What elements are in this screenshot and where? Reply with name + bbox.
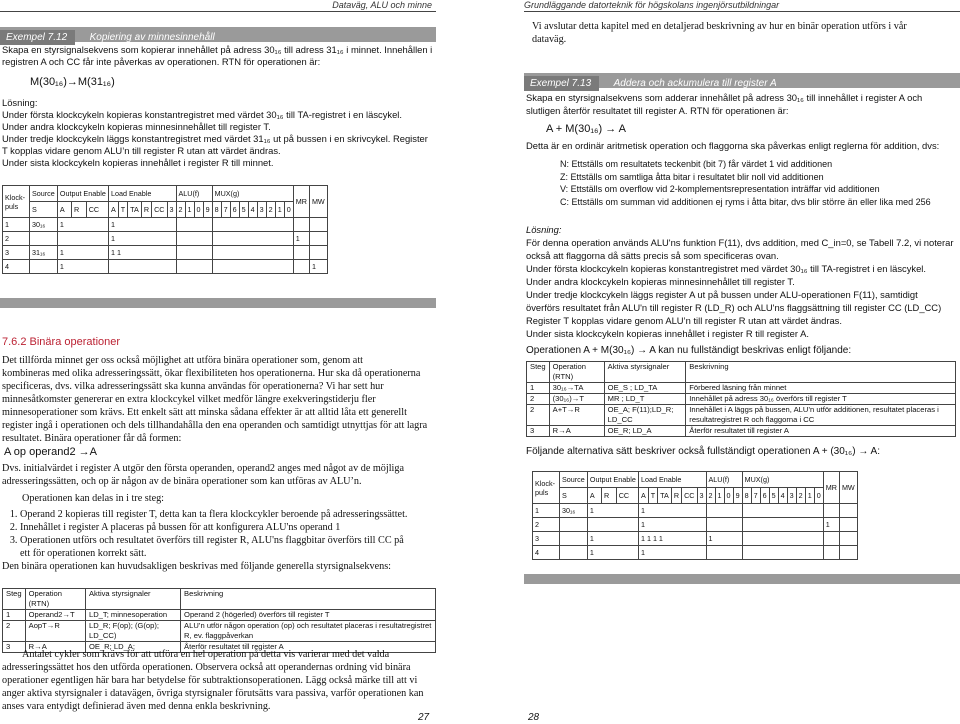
rtn-header-cell: Aktiva styrsignaler bbox=[604, 362, 686, 383]
flag-item: C: Ettställs om summan vid additionen ej ryms i åtta bitar, dvs blir större än eller lika med 256 bbox=[560, 196, 931, 207]
rtn-table bbox=[2, 588, 436, 653]
table-subheader-cell: A bbox=[638, 488, 648, 504]
paragraph-line: anses vara entydigt definierad även med denna enkla beskrivning. bbox=[2, 701, 271, 712]
paragraph-line: Det tillförda minnet ger oss också möjlighet att utföra binära operationer som, genom att bbox=[2, 355, 363, 366]
rtn-cell: Operand 2 (högerled) överförs till register T bbox=[181, 610, 436, 621]
table-subheader-cell: TA bbox=[128, 202, 142, 218]
table-cell: 1 1 bbox=[108, 246, 176, 260]
table-cell bbox=[839, 504, 857, 518]
rtn-header-cell: Beskrivning bbox=[686, 362, 956, 383]
table-header-cell: MR bbox=[823, 472, 839, 504]
table-row bbox=[533, 504, 858, 518]
table-cell: 1 bbox=[108, 232, 176, 246]
followup-line: Följande alternativa sätt beskriver också fullständigt operationen A + (30₁₆) → A: bbox=[526, 446, 880, 457]
table-header-cell: Klock-puls bbox=[3, 186, 30, 218]
solution-line: också att flaggorna då sätts precis så som specificeras ovan. bbox=[526, 250, 779, 261]
rtn-cell: R→A bbox=[549, 426, 604, 437]
rtn-cell: (30₁₆)→T bbox=[549, 394, 604, 405]
table-header-cell: Load Enable bbox=[638, 472, 706, 488]
example-end-bar bbox=[524, 574, 960, 584]
table-subheader-cell: 7 bbox=[221, 202, 230, 218]
paragraph-line: Antalet cykler som krävs för att utföra en hel operation på detta vis varierar med det valda bbox=[22, 649, 390, 660]
table-header-cell: MW bbox=[839, 472, 857, 504]
table-subheader-cell: R bbox=[671, 488, 681, 504]
table-cell bbox=[293, 260, 309, 274]
solution-line: Under första klockcykeln kopieras konstantregistret med värdet 30₁₆ till TA-registret i en läscykel. bbox=[2, 109, 402, 120]
paragraph-line: minnesåtkomster genererar en extra klockcykel vilket medför längre exekveringstiderju fler bbox=[2, 394, 376, 405]
table-cell bbox=[706, 518, 742, 532]
table-cell bbox=[742, 518, 823, 532]
table-subheader-cell: 1 bbox=[185, 202, 194, 218]
solution-label: Lösning: bbox=[2, 97, 38, 108]
rtn-row bbox=[527, 383, 956, 394]
table-subheader-cell: 9 bbox=[733, 488, 742, 504]
rtn-cell: OE_S ; LD_TA bbox=[604, 383, 686, 394]
rtn-cell: ALU’n utför någon operation (op) och resultatet placeras i resultatregistret R, ev. flaggpåverkan bbox=[181, 621, 436, 642]
table-cell: 1 bbox=[638, 518, 706, 532]
table-subheader-cell: 0 bbox=[194, 202, 203, 218]
table-cell bbox=[742, 504, 823, 518]
table-cell bbox=[176, 232, 212, 246]
table-subheader-cell: TA bbox=[658, 488, 672, 504]
table-subheader-cell: 9 bbox=[203, 202, 212, 218]
table-cell: 4 bbox=[533, 546, 560, 560]
table-cell: 1 bbox=[57, 218, 108, 232]
rtn-cell: 2 bbox=[527, 394, 550, 405]
rtn-cell: 3 bbox=[3, 642, 26, 653]
flag-list bbox=[560, 158, 931, 208]
table-subheader-cell: 0 bbox=[284, 202, 293, 218]
step-item: 2. Innehållet i register A placeras på bussen för att konfigurera ALU'ns operand 1 bbox=[20, 521, 436, 534]
table-cell: 30₁₆ bbox=[560, 504, 588, 518]
header-rule bbox=[524, 11, 960, 12]
example-title: Exempel 7.13 bbox=[524, 76, 599, 91]
table-cell bbox=[212, 246, 293, 260]
table-header-row bbox=[533, 472, 858, 488]
paragraph-line: Dvs. initialvärdet i register A utgör den första operanden, operand2 anges med något av de möjliga bbox=[2, 463, 405, 474]
table-cell bbox=[30, 260, 58, 274]
paragraph-line: operationer egentligen här bara har betydelse för subtraktionsoperationen. Lägg också märke till att vi bbox=[2, 675, 418, 686]
rtn-cell: 1 bbox=[527, 383, 550, 394]
table-cell bbox=[706, 504, 742, 518]
paragraph-line: anger aktiva styrsignaler i datavägen, övriga styrsignaler förutsätts vara passiva, varför operationen kan bbox=[2, 688, 424, 699]
table-cell: 1 bbox=[293, 232, 309, 246]
table-subheader-cell: 3 bbox=[167, 202, 176, 218]
table-cell: 1 bbox=[587, 504, 638, 518]
table-cell bbox=[839, 546, 857, 560]
rtn-cell: Återför resultatet till register A bbox=[181, 642, 436, 653]
rtn-cell: 30₁₆→TA bbox=[549, 383, 604, 394]
solution-line: överförs resultatet från ALU'n till register R (LD_R) och ALU'ns flaggsättning till register CC (LD_CC) bbox=[526, 302, 942, 313]
table-cell bbox=[293, 218, 309, 232]
table-subheader-cell: S bbox=[560, 488, 588, 504]
table-subheader-cell: 2 bbox=[706, 488, 715, 504]
rtn-header-cell: Beskrivning bbox=[181, 589, 436, 610]
step-item: 1. Operand 2 kopieras till register T, detta kan ta flera klockcykler beroende på adresseringssättet. bbox=[20, 508, 436, 521]
table-subheader-cell: 3 bbox=[697, 488, 706, 504]
intro-line-1: Skapa en styrsignalsekvens som kopierar innehållet på adress 30₁₆ till adress 31₁₆ i minnet. Innehållen i bbox=[2, 44, 433, 55]
table-subheader-cell: CC bbox=[616, 488, 638, 504]
table-subheader-cell: 0 bbox=[814, 488, 823, 504]
table-row bbox=[3, 260, 328, 274]
table-cell bbox=[30, 232, 58, 246]
solution-line: Under sista klockcykeln kopieras innehållet i register R till minnet. bbox=[2, 157, 274, 168]
table-header-cell: Klock-puls bbox=[533, 472, 560, 504]
example-end-bar bbox=[0, 298, 436, 308]
table-subheader-cell: A bbox=[57, 202, 71, 218]
table-cell: 1 1 1 1 bbox=[638, 532, 706, 546]
table-row bbox=[533, 532, 858, 546]
control-signal-table bbox=[532, 471, 858, 560]
table-header-cell: MUX(g) bbox=[212, 186, 293, 202]
rtn-header-row bbox=[3, 589, 436, 610]
table-subheader-cell: 3 bbox=[787, 488, 796, 504]
table-subheader-cell: 0 bbox=[724, 488, 733, 504]
table-subheader-cell: 4 bbox=[248, 202, 257, 218]
rtn-cell: MR ; LD_T bbox=[604, 394, 686, 405]
page-number: 27 bbox=[418, 712, 430, 723]
solution-line: Under andra klockcykeln kopieras minnesinnehållet till register T. bbox=[526, 276, 795, 287]
description: Detta är en ordinär aritmetisk operation och flaggorna ska påverkas enligt reglerna för addition, dvs: bbox=[526, 140, 940, 151]
table-header-cell: Output Enable bbox=[587, 472, 638, 488]
table-subheader-cell: R bbox=[141, 202, 151, 218]
example-subtitle: Kopiering av minnesinnehåll bbox=[89, 32, 215, 43]
table-subheader-cell: 4 bbox=[778, 488, 787, 504]
section-title: 7.6.2 Binära operationer bbox=[2, 336, 121, 348]
paragraph-line: dataväg. bbox=[532, 34, 567, 45]
table-subheader-cell: 7 bbox=[751, 488, 760, 504]
table-subheader-cell: 1 bbox=[715, 488, 724, 504]
paragraph-line: Vi avslutar detta kapitel med en detaljerad beskrivning av hur en binär operation utförs i vår bbox=[532, 21, 907, 32]
table-header-row bbox=[3, 186, 328, 202]
rtn-row bbox=[527, 394, 956, 405]
rtn-cell: LD_R; F(op); (G(op); LD_CC) bbox=[85, 621, 180, 642]
control-signal-table bbox=[2, 185, 328, 274]
table-subheader-cell: 8 bbox=[212, 202, 221, 218]
right-page bbox=[524, 0, 960, 724]
operation-line: Operationen A + M(30₁₆) → A kan nu fullständigt beskrivas enligt följande: bbox=[526, 345, 852, 356]
table-subheader-cell: A bbox=[587, 488, 601, 504]
flag-item: N: Ettställs om resultatets teckenbit (bit 7) får värdet 1 vid additionen bbox=[560, 159, 833, 169]
rtn-cell: OE_R; LD_A; bbox=[85, 642, 180, 653]
table-subheader-cell: 3 bbox=[257, 202, 266, 218]
paragraph-line: minnesoperationer som krävs. Ett enkelt sätt att minska sådana effekter är att alltid låta ett generellt bbox=[2, 407, 407, 418]
rtn-row bbox=[527, 405, 956, 426]
solution-line: T kopplas vidare genom ALU’n till register R utan att värdet ändras. bbox=[2, 145, 281, 156]
table-cell: 1 bbox=[533, 504, 560, 518]
table-cell bbox=[176, 246, 212, 260]
table-cell bbox=[212, 218, 293, 232]
table-row bbox=[533, 518, 858, 532]
table-subheader-cell: T bbox=[118, 202, 127, 218]
example-banner bbox=[0, 27, 436, 42]
table-subheader-cell: CC bbox=[682, 488, 697, 504]
paragraph-line: resultatet. Binära operationer får då formen: bbox=[2, 433, 182, 444]
table-subheader-row bbox=[533, 488, 858, 504]
table-subheader-cell: T bbox=[648, 488, 657, 504]
table-header-cell: Source bbox=[560, 472, 588, 488]
rtn-table bbox=[526, 361, 956, 437]
intro-line-2: registren A och CC får inte påverkas av operationen. RTN för operationen är: bbox=[2, 56, 321, 67]
example-banner bbox=[524, 73, 960, 88]
rtn-cell: Operand2→T bbox=[25, 610, 85, 621]
table-cell bbox=[309, 218, 327, 232]
table-cell: 1 bbox=[587, 546, 638, 560]
rtn-cell: 1 bbox=[3, 610, 26, 621]
solution-line: Under tredje klockcykeln läggs register A ut på bussen under ALU-operationen F(11), samtidigt bbox=[526, 289, 918, 300]
rtn-cell: 3 bbox=[527, 426, 550, 437]
solution-line: Under första klockcykeln kopieras konstantregistret med värdet 30₁₆ till TA-registret i en läscykel. bbox=[526, 263, 926, 274]
running-header: Dataväg, ALU och minne bbox=[332, 0, 432, 10]
paragraph-line: adresseringssätten, och op är någon av de binära operationer som kan utföras av ALU’n. bbox=[2, 476, 362, 487]
step-text: Operationen utförs och resultatet överförs till register R, ALU'ns flaggbitar överförs till CC på bbox=[20, 535, 404, 546]
table-cell: 1 bbox=[108, 218, 176, 232]
rtn-cell: A+T→R bbox=[549, 405, 604, 426]
table-cell bbox=[57, 232, 108, 246]
table-row bbox=[3, 218, 328, 232]
table-cell: 1 bbox=[57, 246, 108, 260]
table-row bbox=[533, 546, 858, 560]
table-cell bbox=[560, 532, 588, 546]
table-subheader-cell: 2 bbox=[176, 202, 185, 218]
table-header-cell: Load Enable bbox=[108, 186, 176, 202]
table-cell: 31₁₆ bbox=[30, 246, 58, 260]
formula: M(30₁₆)→M(31₁₆) bbox=[30, 76, 115, 88]
rtn-cell: Innehållet i A läggs på bussen, ALU’n utför additionen, resultatet placeras i resultatregistret R och flaggorna i CC bbox=[686, 405, 956, 426]
paragraph-line: Den binära operationen kan huvudsakligen beskrivas med följande generella styrsignalsekvens: bbox=[2, 561, 391, 572]
rtn-cell: OE_R; LD_A bbox=[604, 426, 686, 437]
rtn-header-cell: Aktiva styrsignaler bbox=[85, 589, 180, 610]
rtn-row bbox=[527, 426, 956, 437]
table-header-cell: Output Enable bbox=[57, 186, 108, 202]
table-cell: 3 bbox=[533, 532, 560, 546]
rtn-header-row bbox=[527, 362, 956, 383]
table-cell bbox=[560, 546, 588, 560]
table-cell bbox=[108, 260, 176, 274]
paragraph-line: adresseringssättet hos den utförda operationen. Observera också att operandernas ordning vid binära bbox=[2, 662, 411, 673]
table-subheader-cell: 2 bbox=[266, 202, 275, 218]
table-cell: 2 bbox=[3, 232, 30, 246]
solution-line: Under tredje klockcykeln läggs konstantregistret med värdet 31₁₆ ut på bussen i en skrivcykel. Register bbox=[2, 133, 428, 144]
table-cell bbox=[742, 546, 823, 560]
rtn-row bbox=[3, 610, 436, 621]
table-subheader-cell: 5 bbox=[769, 488, 778, 504]
rtn-cell: AopT→R bbox=[25, 621, 85, 642]
table-cell: 2 bbox=[533, 518, 560, 532]
rtn-cell: 2 bbox=[527, 405, 550, 426]
flag-item: Z: Ettställs om samtliga åtta bitar i resultatet blir noll vid additionen bbox=[560, 171, 824, 182]
solution-line: Register T kopplas vidare genom ALU’n till register R utan att värdet ändras. bbox=[526, 315, 842, 326]
paragraph-line: register ingå i operationen och dels tillhandahålla den ena operanden och samtidigt utnyttjas för att lagra bbox=[2, 420, 428, 431]
table-cell bbox=[212, 232, 293, 246]
table-subheader-cell: 8 bbox=[742, 488, 751, 504]
table-row bbox=[3, 232, 328, 246]
steps-list bbox=[2, 508, 436, 560]
table-cell: 30₁₆ bbox=[30, 218, 58, 232]
paragraph-line: specificeras, dvs. vilka adresseringssätt ska kunna användas för operationerna? Vi har sett hur bbox=[2, 381, 384, 392]
table-cell: 1 bbox=[823, 518, 839, 532]
table-subheader-cell: S bbox=[30, 202, 58, 218]
rtn-cell: Återför resultatet till register A bbox=[686, 426, 956, 437]
table-cell bbox=[823, 532, 839, 546]
intro-line-2: slutligen återför resultatet till register A. RTN för operationen är: bbox=[526, 105, 789, 116]
table-cell bbox=[706, 546, 742, 560]
table-cell bbox=[742, 532, 823, 546]
rtn-cell: 2 bbox=[3, 621, 26, 642]
table-cell bbox=[293, 246, 309, 260]
table-cell bbox=[823, 504, 839, 518]
rtn-header-cell: Operation (RTN) bbox=[549, 362, 604, 383]
intro-line-1: Skapa en styrsignalsekvens som adderar innehållet på adress 30₁₆ till innehållet i register A och bbox=[526, 92, 923, 103]
rtn-cell: Innehållet på adress 30₁₆ överförs till register T bbox=[686, 394, 956, 405]
table-cell bbox=[176, 260, 212, 274]
rtn-cell: LD_T; minnesoperation bbox=[85, 610, 180, 621]
rtn-cell: OE_A; F(11);LD_R; LD_CC bbox=[604, 405, 686, 426]
table-header-cell: Source bbox=[30, 186, 58, 202]
solution-line: Under sista klockcykeln kopieras innehållet i register R till register A. bbox=[526, 328, 809, 339]
table-subheader-cell: 1 bbox=[805, 488, 814, 504]
table-cell: 1 bbox=[309, 260, 327, 274]
table-cell: 1 bbox=[638, 504, 706, 518]
rtn-header-cell: Steg bbox=[527, 362, 550, 383]
rtn-cell: Förbered läsning från minnet bbox=[686, 383, 956, 394]
table-cell bbox=[176, 218, 212, 232]
table-subheader-cell: R bbox=[601, 488, 616, 504]
table-header-cell: ALU(f) bbox=[176, 186, 212, 202]
rtn-header-cell: Operation (RTN) bbox=[25, 589, 85, 610]
step-item bbox=[20, 534, 436, 560]
table-cell bbox=[839, 532, 857, 546]
table-cell bbox=[587, 518, 638, 532]
rtn-cell: R→A bbox=[25, 642, 85, 653]
table-subheader-cell: A bbox=[108, 202, 118, 218]
binary-op-formula: A op operand2 →A bbox=[4, 446, 97, 458]
table-cell bbox=[212, 260, 293, 274]
example-title: Exempel 7.12 bbox=[0, 30, 75, 45]
table-cell: 1 bbox=[57, 260, 108, 274]
table-cell: 1 bbox=[706, 532, 742, 546]
page-number: 28 bbox=[528, 712, 540, 723]
table-header-cell: MR bbox=[293, 186, 309, 218]
table-subheader-cell: 6 bbox=[760, 488, 769, 504]
solution-line: Under andra klockcykeln kopieras minnesinnehållet till register T. bbox=[2, 121, 271, 132]
table-cell: 1 bbox=[638, 546, 706, 560]
rtn-row bbox=[3, 621, 436, 642]
table-cell: 1 bbox=[3, 218, 30, 232]
table-cell bbox=[309, 232, 327, 246]
steps-intro: Operationen kan delas in i tre steg: bbox=[22, 493, 165, 504]
table-subheader-cell: CC bbox=[152, 202, 167, 218]
solution-line: För denna operation används ALU'ns funktion F(11), dvs addition, med C_in=0, se Tabell 7.2, vi noterar bbox=[526, 237, 954, 248]
step-text: ett för operationen korrekt sätt. bbox=[20, 548, 147, 559]
table-row bbox=[3, 246, 328, 260]
solution-label: Lösning: bbox=[526, 224, 562, 235]
header-rule bbox=[0, 11, 436, 12]
table-header-cell: ALU(f) bbox=[706, 472, 742, 488]
table-cell bbox=[839, 518, 857, 532]
table-subheader-cell: 5 bbox=[239, 202, 248, 218]
table-subheader-cell: 6 bbox=[230, 202, 239, 218]
table-subheader-cell: 1 bbox=[275, 202, 284, 218]
table-header-cell: MUX(g) bbox=[742, 472, 823, 488]
table-cell: 1 bbox=[587, 532, 638, 546]
running-header: Grundläggande datorteknik för högskolans ingenjörsutbildningar bbox=[524, 0, 780, 10]
table-subheader-cell: 2 bbox=[796, 488, 805, 504]
table-subheader-cell: R bbox=[71, 202, 86, 218]
example-subtitle: Addera och ackumulera till register A bbox=[613, 78, 777, 89]
table-cell: 4 bbox=[3, 260, 30, 274]
table-subheader-row bbox=[3, 202, 328, 218]
rtn-header-cell: Steg bbox=[3, 589, 26, 610]
table-cell bbox=[309, 246, 327, 260]
table-cell bbox=[560, 518, 588, 532]
left-page bbox=[0, 0, 436, 724]
flag-item: V: Ettställs om overflow vid 2-komplementsrepresentation inträffar vid additionen bbox=[560, 184, 880, 195]
table-subheader-cell: CC bbox=[86, 202, 108, 218]
table-header-cell: MW bbox=[309, 186, 327, 218]
paragraph-line: kombineras med olika adresseringssätt, ökar flexibiliteten hos operationerna. Hur ska då operationerna bbox=[2, 368, 421, 379]
formula: A + M(30₁₆) → A bbox=[546, 123, 626, 135]
table-cell: 3 bbox=[3, 246, 30, 260]
table-cell bbox=[823, 546, 839, 560]
